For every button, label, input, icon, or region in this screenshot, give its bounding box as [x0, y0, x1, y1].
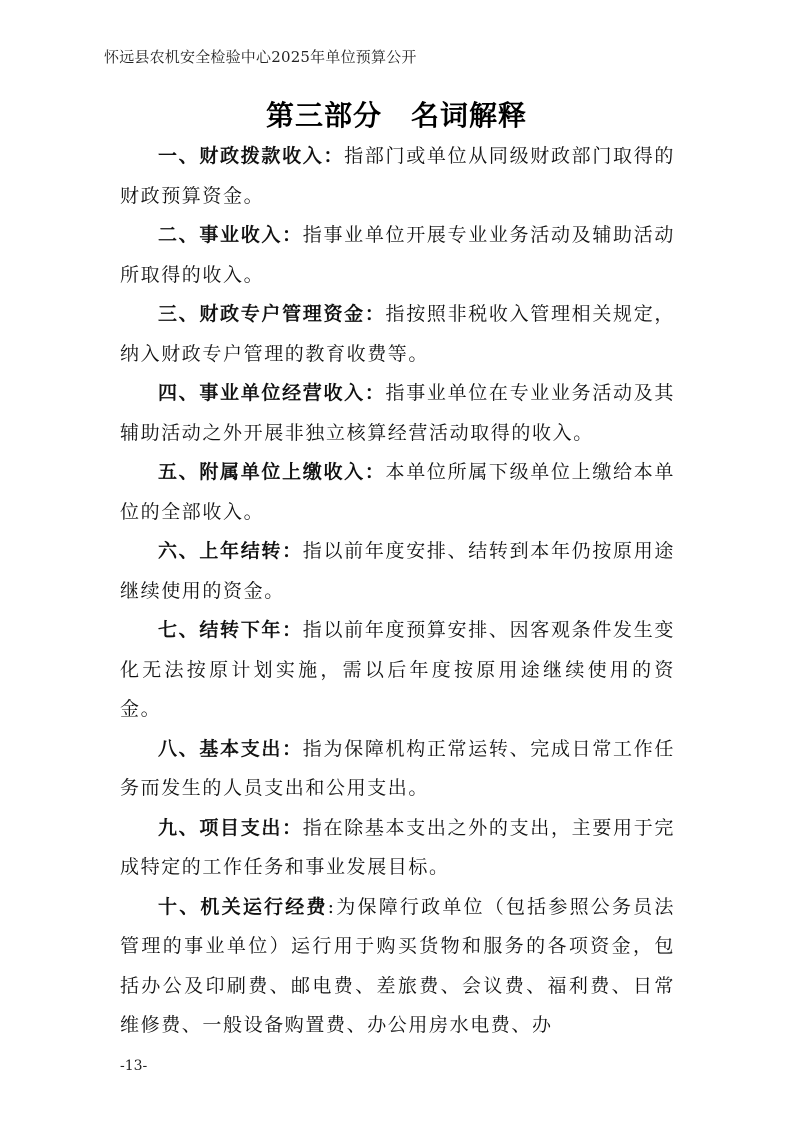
definition-term: 五、附属单位上缴收入：	[158, 461, 386, 483]
definition-text: 指事业单位开展专业业务活动及辅助活动所取得的收入。	[120, 224, 675, 286]
definition-text: 指部门或单位从同级财政部门取得的财政预算资金。	[120, 145, 675, 207]
definition-term: 四、事业单位经营收入：	[158, 382, 386, 404]
definition-text: 指按照非税收入管理相关规定，纳入财政专户管理的教育收费等。	[120, 303, 675, 365]
definition-text: 指以前年度安排、结转到本年仍按原用途继续使用的资金。	[120, 540, 675, 602]
definition-text: 指为保障机构正常运转、完成日常工作任务而发生的人员支出和公用支出。	[120, 737, 675, 799]
definitions-list	[120, 137, 675, 1046]
document-header: 怀远县农机安全检验中心2025年单位预算公开	[104, 48, 417, 66]
definition-term: 三、财政专户管理资金：	[158, 303, 386, 325]
definition-item	[120, 216, 675, 295]
page-title: 第三部分 名词解释	[265, 99, 527, 132]
definition-item	[120, 137, 675, 216]
definition-item	[120, 532, 675, 611]
definition-item	[120, 809, 675, 888]
definition-term: 七、结转下年：	[158, 619, 303, 641]
page-number: -13-	[120, 1058, 148, 1074]
definition-item	[120, 295, 675, 374]
definition-item	[120, 730, 675, 809]
definition-text: 指事业单位在专业业务活动及其辅助活动之外开展非独立核算经营活动取得的收入。	[120, 382, 675, 444]
definition-text: 本单位所属下级单位上缴给本单位的全部收入。	[120, 461, 675, 523]
definition-item	[120, 374, 675, 453]
definition-text: :为保障行政单位（包括参照公务员法管理的事业单位）运行用于购买货物和服务的各项资金，包括办公及印刷费、邮电费、差旅费、会议费、福利费、日常维修费、一般设备购置费、办公用房水电费、办	[120, 895, 675, 1036]
definition-item	[120, 611, 675, 730]
definition-term: 十、机关运行经费	[158, 895, 328, 918]
definition-item	[120, 888, 675, 1046]
definition-term: 六、上年结转：	[158, 540, 303, 562]
definition-text: 指以前年度预算安排、因客观条件发生变化无法按原计划实施，需以后年度按原用途继续使用的资金。	[120, 619, 675, 720]
definition-term: 一、财政拨款收入：	[158, 145, 345, 167]
definition-text: 指在除基本支出之外的支出，主要用于完成特定的工作任务和事业发展目标。	[120, 816, 675, 878]
definition-term: 九、项目支出：	[158, 816, 303, 839]
definition-term: 二、事业收入：	[158, 224, 303, 246]
definition-item	[120, 453, 675, 532]
definition-term: 八、基本支出：	[158, 737, 303, 760]
